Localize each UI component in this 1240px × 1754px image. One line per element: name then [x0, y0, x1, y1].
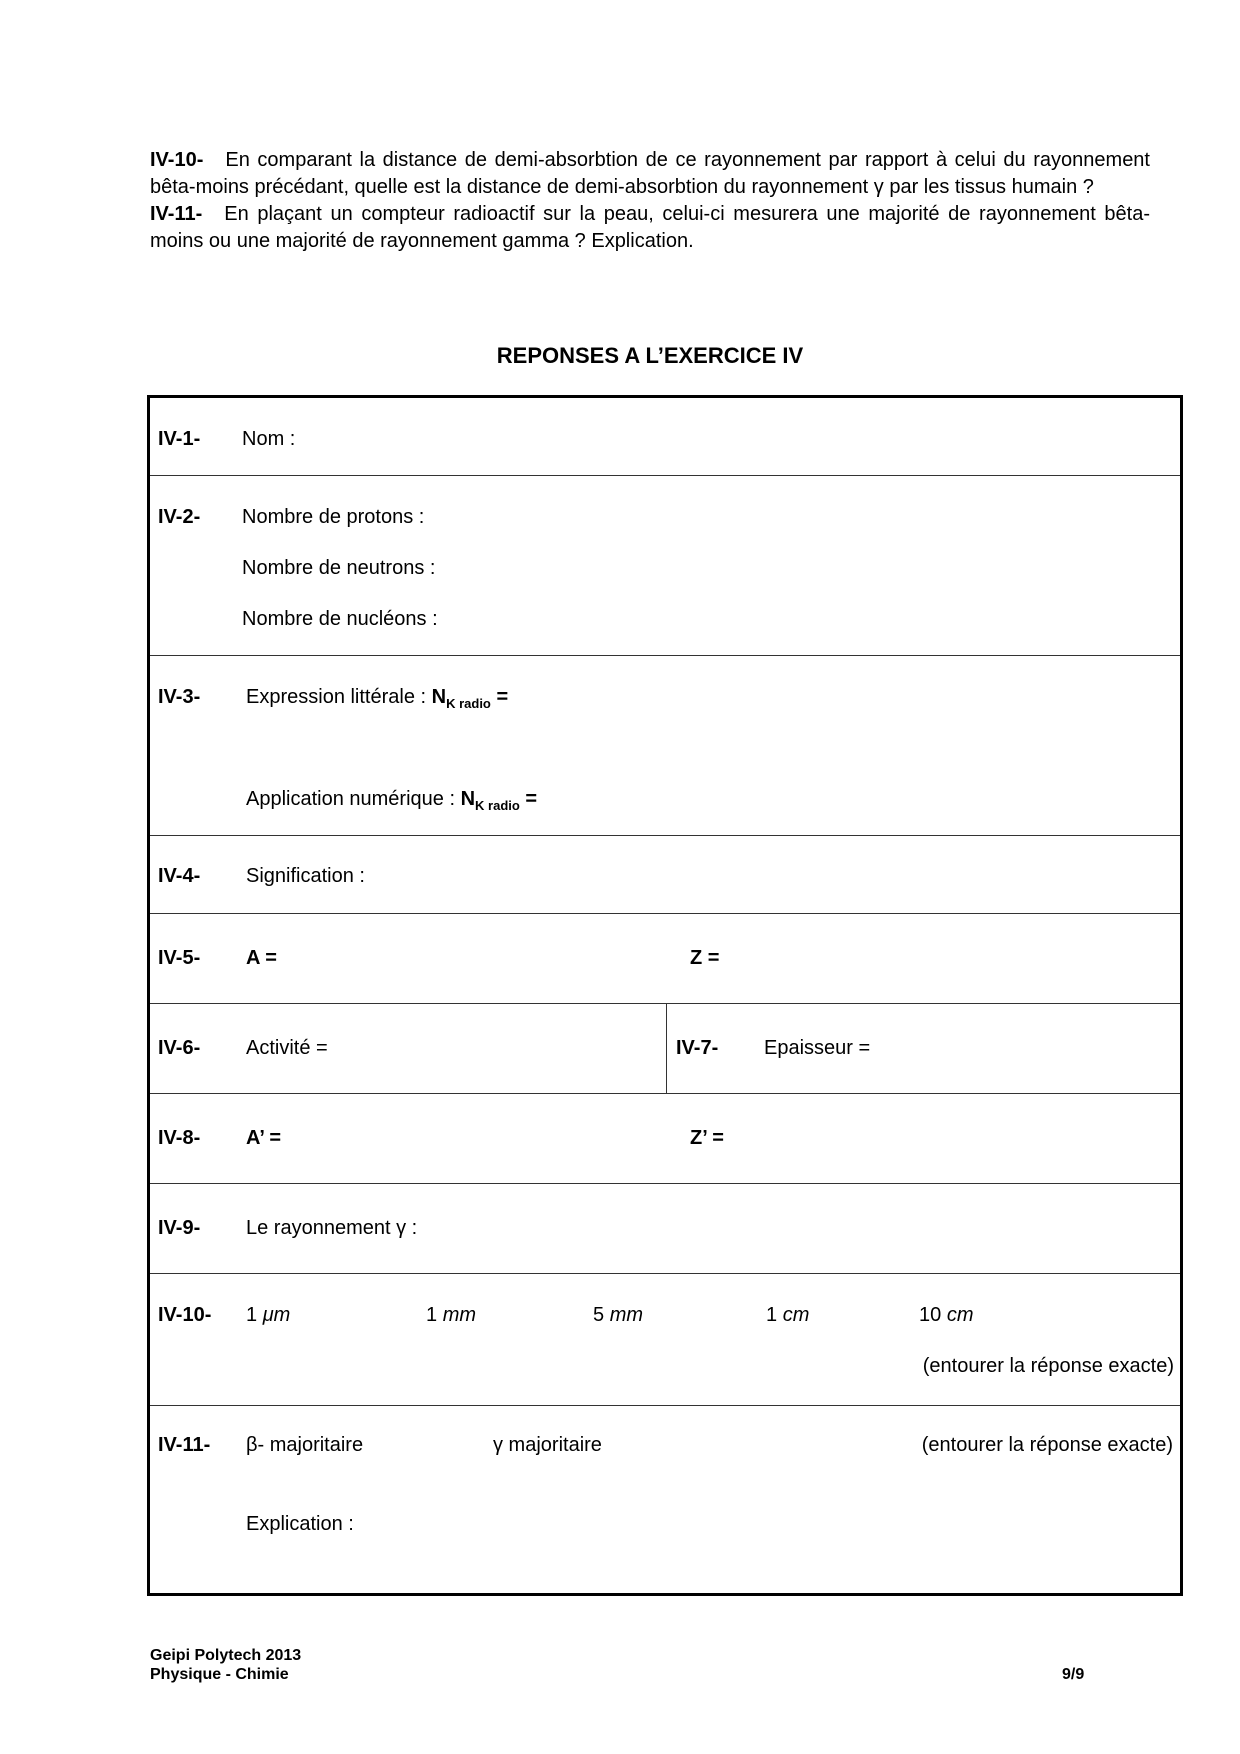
- column-divider: [666, 1004, 667, 1093]
- question-iv-10: [150, 147, 1150, 201]
- option-10-centimetre[interactable]: [919, 1303, 973, 1327]
- symbol-subscript: K radio: [446, 696, 491, 711]
- symbol-subscript: K radio: [475, 798, 520, 813]
- row-number: IV-4-: [158, 865, 201, 887]
- answer-row-iv-3: [150, 656, 1180, 836]
- option-1-millimetre[interactable]: [426, 1303, 476, 1327]
- symbol-n: N: [431, 686, 447, 708]
- circle-instruction: (entourer la réponse exacte): [922, 1355, 1174, 1377]
- row-number: IV-8-: [158, 1127, 201, 1149]
- atomic-number-field[interactable]: Z =: [690, 947, 720, 969]
- footer-left: [150, 1646, 301, 1684]
- numeric-application-field[interactable]: [246, 787, 537, 813]
- option-unit: cm: [946, 1304, 974, 1326]
- answer-row-iv-11: [150, 1406, 1180, 1593]
- atomic-number-prime-field[interactable]: Z’ =: [690, 1127, 724, 1149]
- option-value: 1: [426, 1304, 443, 1326]
- question-number: IV-11-: [150, 203, 203, 225]
- row-number: IV-6-: [158, 1037, 201, 1059]
- option-1-micrometre[interactable]: [246, 1303, 290, 1327]
- option-1-centimetre[interactable]: [766, 1303, 809, 1327]
- answer-row-iv-9: [150, 1184, 1180, 1274]
- signification-field[interactable]: Signification :: [246, 865, 365, 887]
- intro-questions: [150, 147, 1150, 255]
- row-number: IV-1-: [158, 428, 201, 450]
- answer-row-iv-2: [150, 476, 1180, 656]
- field-label: Application numérique :: [246, 788, 461, 810]
- question-number: IV-10-: [150, 149, 204, 171]
- explanation-field[interactable]: Explication :: [246, 1513, 354, 1535]
- option-unit: μm: [262, 1304, 291, 1326]
- answer-row-iv-1: [150, 398, 1180, 476]
- mass-number-prime-field[interactable]: A’ =: [246, 1127, 282, 1149]
- question-text: En plaçant un compteur radioactif sur la peau, celui-ci mesurera une majorité de rayonnement bêta-moins ou une majorité de rayonnement gamma ? Explication.: [150, 203, 1150, 252]
- row-number: IV-3-: [158, 686, 201, 708]
- neutrons-field[interactable]: Nombre de neutrons :: [242, 557, 436, 579]
- protons-field[interactable]: Nombre de protons :: [242, 506, 425, 528]
- section-title: REPONSES A L’EXERCICE IV: [496, 343, 804, 368]
- answer-row-iv-5: [150, 914, 1180, 1004]
- option-unit: mm: [442, 1304, 477, 1326]
- row-number: IV-9-: [158, 1217, 201, 1239]
- question-iv-11: [150, 201, 1150, 255]
- gamma-radiation-field[interactable]: Le rayonnement γ :: [246, 1217, 418, 1239]
- answer-row-iv-4: [150, 836, 1180, 914]
- option-gamma-majority[interactable]: γ majoritaire: [493, 1434, 602, 1456]
- row-number: IV-5-: [158, 947, 201, 969]
- question-text: En comparant la distance de demi-absorbtion de ce rayonnement par rapport à celui du rayonnement bêta-moins précédant, quelle est la distance de demi-absorbtion du rayonnement γ par les tissus humain ?: [150, 149, 1150, 198]
- option-value: 5: [593, 1304, 610, 1326]
- activity-field[interactable]: Activité =: [246, 1037, 328, 1059]
- option-beta-majority[interactable]: β- majoritaire: [246, 1434, 364, 1456]
- thickness-field[interactable]: Epaisseur =: [764, 1037, 871, 1059]
- mass-number-field[interactable]: A =: [246, 947, 277, 969]
- equals-sign: =: [490, 686, 509, 708]
- equals-sign: =: [519, 788, 538, 810]
- answer-table: [147, 395, 1183, 1596]
- row-number: IV-11-: [158, 1434, 211, 1456]
- option-5-millimetre[interactable]: [593, 1303, 643, 1327]
- page-number: 9/9: [1062, 1666, 1085, 1683]
- answer-row-iv-10: [150, 1274, 1180, 1406]
- footer-subject: Physique - Chimie: [150, 1666, 289, 1683]
- row-number: IV-7-: [676, 1037, 719, 1059]
- row-number: IV-2-: [158, 506, 201, 528]
- nucleons-field[interactable]: Nombre de nucléons :: [242, 608, 438, 630]
- field-label: Expression littérale :: [246, 686, 432, 708]
- row-number: IV-10-: [158, 1304, 212, 1326]
- answer-field-label[interactable]: Nom :: [242, 428, 296, 450]
- option-unit: mm: [609, 1304, 644, 1326]
- expression-field[interactable]: [246, 685, 508, 711]
- footer-exam-name: Geipi Polytech 2013: [150, 1647, 302, 1664]
- option-unit: cm: [782, 1304, 810, 1326]
- answer-row-iv-8: [150, 1094, 1180, 1184]
- circle-instruction: (entourer la réponse exacte): [921, 1434, 1173, 1456]
- option-value: 1: [766, 1304, 783, 1326]
- option-value: 10: [919, 1304, 947, 1326]
- answer-row-iv-6-iv-7: [150, 1004, 1180, 1094]
- symbol-n: N: [460, 788, 476, 810]
- option-value: 1: [246, 1304, 263, 1326]
